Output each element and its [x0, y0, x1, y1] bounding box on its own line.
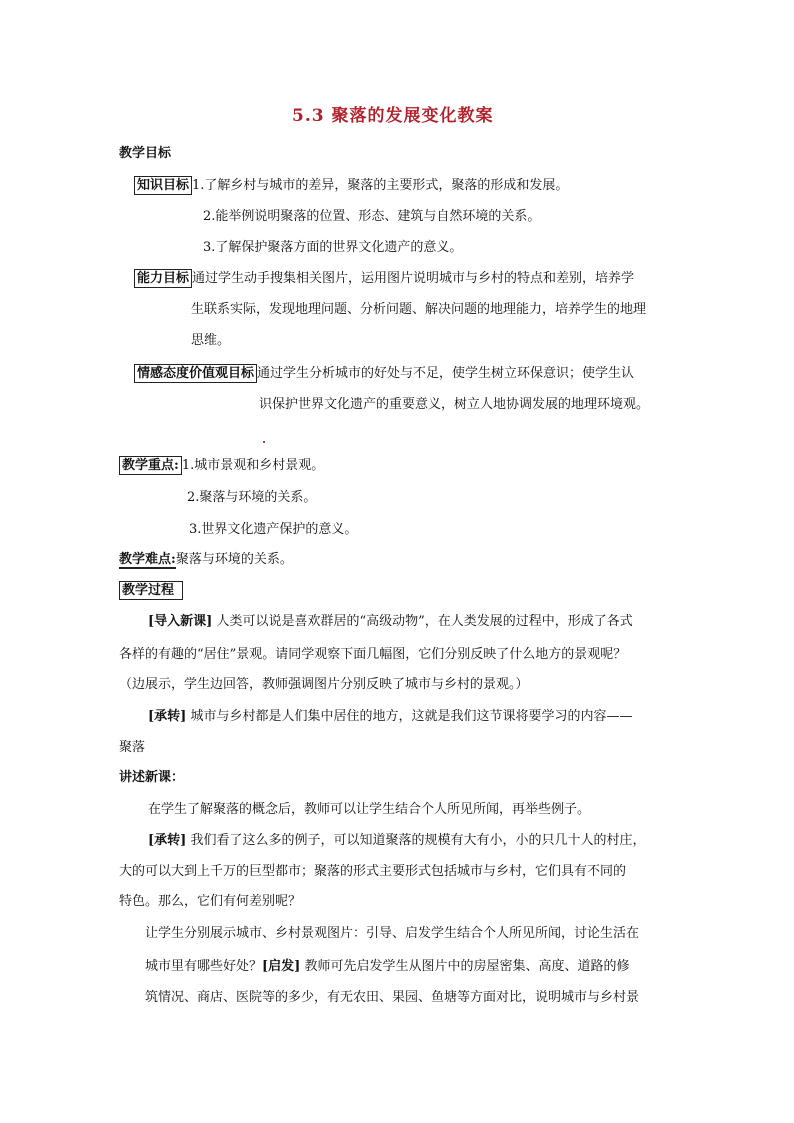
ability-line-1: 通过学生动手搜集相关图片，运用图片说明城市与乡村的特点和差别，培养学 — [192, 271, 635, 286]
show-line-1: 让学生分别展示城市、乡村景观图片：引导、启发学生结合个人所见所闻，讨论生活在 — [145, 926, 640, 941]
ability-line-3: 思维。 — [191, 333, 231, 348]
transition2-line-3: 特色。那么，它们有何差别呢？ — [119, 894, 302, 909]
knowledge-goal-row — [134, 176, 568, 196]
emotion-goal-row — [134, 364, 634, 384]
page-title: 5.3 聚落的发展变化教案 — [292, 106, 494, 126]
emotion-goal-label: 情感态度价值观目标 — [134, 364, 257, 383]
transition2-line-2: 大的可以大到上千万的巨型都市；聚落的形式主要形式包括城市与乡村，它们具有不同的 — [119, 864, 627, 879]
emotion-line-1: 通过学生分析城市的好处与不足，使学生树立环保意识；使学生认 — [257, 366, 635, 381]
key-points-label: 教学重点: — [119, 456, 182, 475]
knowledge-item-1: 1.了解乡村与城市的差异，聚落的主要形式，聚落的形成和发展。 — [192, 178, 569, 193]
key-point-3: 3.世界文化遗产保护的意义。 — [189, 522, 358, 537]
stray-mark — [263, 441, 265, 443]
key-point-2: 2.聚落与环境的关系。 — [187, 490, 317, 505]
show-line-3: 筑情况、商店、医院等的多少，有无农田、果园、鱼塘等方面对比，说明城市与乡村景 — [145, 990, 640, 1005]
intro-line-2: 各样的有趣的“居住”景观。请同学观察下面几幅图，它们分别反映了什么地方的景观呢？ — [119, 647, 627, 662]
ability-line-2: 生联系实际，发现地理问题、分析问题、解决问题的地理能力，培养学生的地理 — [191, 302, 647, 317]
intro-tag: [导入新课] — [148, 614, 213, 629]
lecture-paragraph-1: 在学生了解聚落的概念后，教师可以让学生结合个人所见所闻，再举些例子。 — [148, 802, 591, 817]
intro-line-3: （边展示，学生边回答，教师强调图片分别反映了城市与乡村的景观。） — [119, 677, 529, 692]
transition1-tag: [承转] — [148, 709, 187, 724]
key-point-1: 1.城市景观和乡村景观。 — [181, 458, 325, 473]
knowledge-goal-label: 知识目标 — [134, 176, 192, 195]
difficulty-label: 教学难点: — [119, 552, 176, 567]
key-points-row — [119, 456, 324, 476]
lecture-heading: 讲述新课： — [119, 770, 185, 785]
ability-goal-label: 能力目标 — [134, 269, 192, 288]
transition2-tag: [承转] — [148, 833, 187, 848]
intro-line-1: [导入新课] 人类可以说是喜欢群居的“高级动物”，在人类发展的过程中，形成了各式 — [148, 614, 633, 629]
difficulty-text: 聚落与环境的关系。 — [175, 552, 293, 567]
difficulty-row — [119, 550, 293, 570]
knowledge-item-2: 2.能举例说明聚落的位置、形态、建筑与自然环境的关系。 — [203, 209, 541, 224]
process-heading: 教学过程 — [119, 581, 183, 600]
show-line-2: 城市里有哪些好处？[启发] 教师可先启发学生从图片中的房屋密集、高度、道路的修 — [145, 959, 630, 974]
ability-goal-row — [134, 269, 634, 289]
inspire-tag: [启发] — [262, 959, 301, 974]
goals-heading: 教学目标 — [119, 146, 172, 161]
emotion-line-2: 识保护世界文化遗产的重要意义，树立人地协调发展的地理环境观。 — [259, 397, 650, 412]
transition1-line-2: 聚落 — [119, 740, 146, 755]
transition2-line-1: [承转] 我们看了这么多的例子，可以知道聚落的规模有大有小，小的只几十人的村庄， — [148, 833, 646, 848]
transition1-line-1: [承转] 城市与乡村都是人们集中居住的地方，这就是我们这节课将要学习的内容—— — [148, 709, 633, 724]
process-heading-row — [119, 581, 183, 601]
knowledge-item-3: 3.了解保护聚落方面的世界文化遗产的意义。 — [203, 240, 463, 255]
